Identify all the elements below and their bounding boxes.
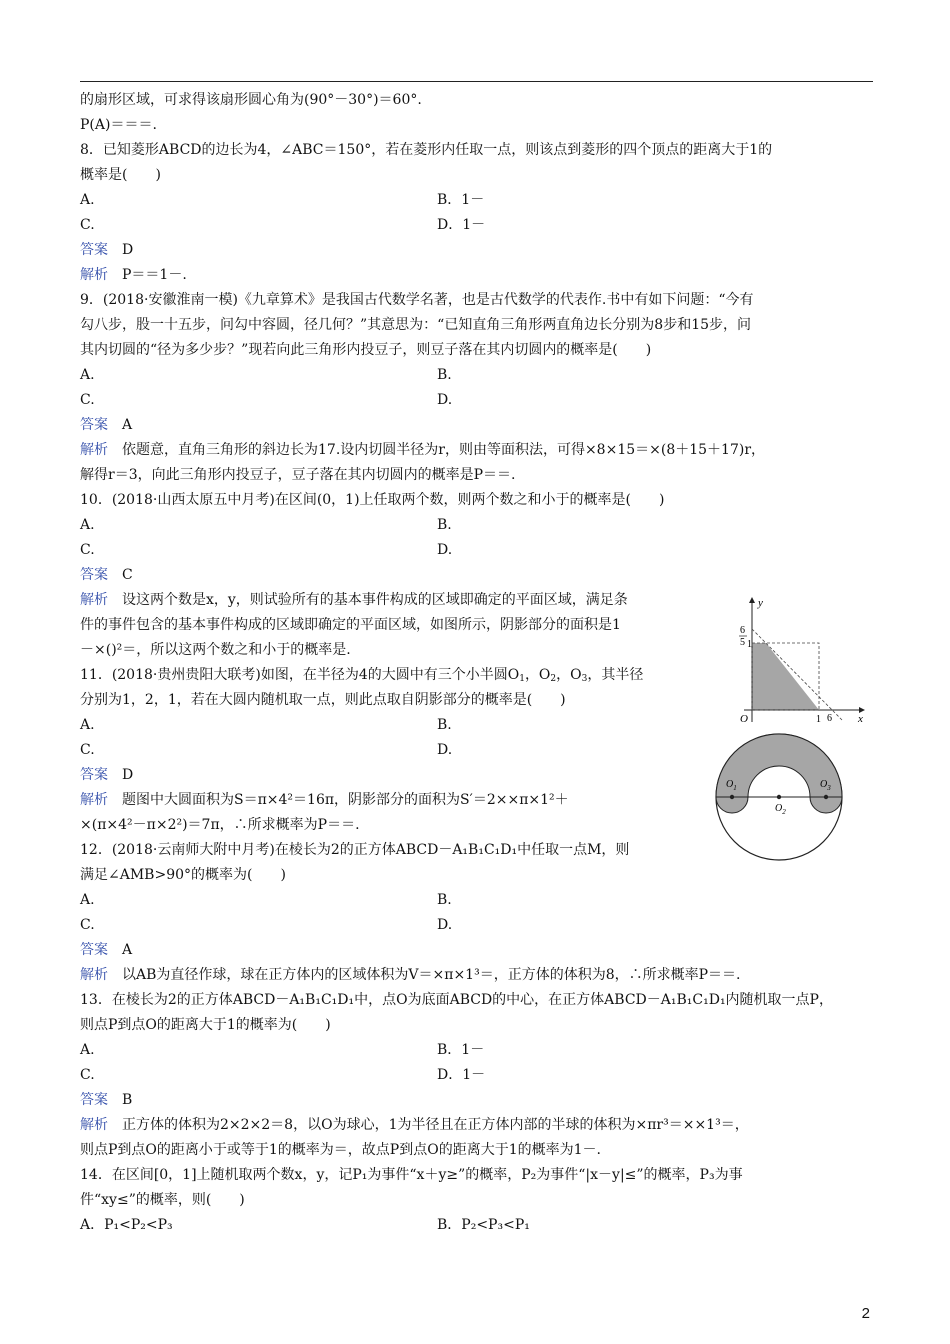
answer-label: 答案 [80,567,108,583]
q12-option-d: D. [437,917,453,933]
q8-options-ab [80,188,880,213]
answer-value: C [122,567,133,583]
q13-stem-2: 则点P到点O的距离大于1的概率为( ) [80,1017,331,1033]
q11-explanation-1 [80,788,720,813]
answer-value: A [122,417,133,433]
q11-stem-2: 分别为1，2，1，若在大圆内随机取一点，则此点取自阴影部分的概率是( ) [80,692,566,708]
q11-option-d: D. [437,742,453,758]
explanation-text: 依题意，直角三角形的斜边长为17.设内切圆半径为r，则由等面积法，可得×8×15＝×(8＋15＋17)r， [122,442,766,458]
q9-options-ab [80,363,880,388]
q14-stem-2: 件“xy≤”的概率，则( ) [80,1192,245,1208]
y-tick-one: 1 [747,639,752,650]
q9-stem-2: 勾八步，股一十五步，问勾中容圆，径几何？”其意思为：“已知直角三角形两直角边长分别为8步和15步，问 [80,317,752,333]
q8-explanation [80,263,880,288]
q14-option-b: B．P₂<P₃<P₁ [437,1217,530,1233]
q11-stem-part: 11．(2018·贵州贵阳大联考)如图，在半径为4的大圆中有三个小半圆O [80,667,520,683]
subscript: 3 [581,674,588,684]
origin-label: O [740,713,748,725]
q9-explanation-1 [80,438,880,463]
q10-option-a: A. [80,517,95,533]
answer-label: 答案 [80,942,108,958]
label-o3-letter: O [820,779,828,790]
label-o1-sub: 1 [733,784,737,792]
q12-explanation [80,963,880,988]
q9-options-cd [80,388,880,413]
q13-option-d: D．1－ [437,1067,486,1083]
q9-stem-1: 9．(2018·安徽淮南一模)《九章算术》是我国古代数学名著，也是古代数学的代表作.书中有如下问题：“今有 [80,292,754,308]
explanation-label: 解析 [80,1117,108,1133]
q12-options-ab [80,888,880,913]
page-number: 2 [861,1305,870,1322]
q11-option-b: B. [437,717,452,733]
q10-explanation-1 [80,588,720,613]
q13-options-ab [80,1038,880,1063]
q13-explanation-2: 则点P到点O的距离小于或等于1的概率为＝，故点P到点O的距离大于1的概率为1－. [80,1142,601,1158]
explanation-label: 解析 [80,792,108,808]
label-o3-sub: 3 [827,784,831,792]
explanation-label: 解析 [80,442,108,458]
subscript: 1 [519,674,525,684]
q10-explanation-2: 件的事件包含的基本事件构成的区域即确定的平面区域，如图所示，阴影部分的面积是1 [80,617,621,633]
q13-stem-1: 13．在棱长为2的正方体ABCD－A₁B₁C₁D₁中，点O为底面ABCD的中心，在正方体ABCD－A₁B₁C₁D₁内随机取一点P， [80,992,833,1008]
explanation-label: 解析 [80,967,108,983]
q8-options-cd [80,213,880,238]
x-tick-six-fifths: 6 [827,713,832,724]
answer-value: B [122,1092,133,1108]
q9-option-d: D. [437,392,453,408]
q8-answer [80,238,880,263]
q12-option-a: A. [80,892,95,908]
subscript: 2 [550,674,557,684]
y-tick-six-fifths-den: 5 [740,637,745,648]
q10-region-figure [730,594,870,728]
header-rule [80,81,873,82]
center-o2-dot [777,795,781,799]
q11-stem-1 [80,663,720,688]
q13-explanation-1 [80,1113,880,1138]
q9-explanation-2: 解得r＝3，向此三角形内投豆子，豆子落在其内切圆内的概率是P＝＝. [80,467,516,483]
q9-answer [80,413,880,438]
answer-value: D [122,767,134,783]
center-o1-dot [730,795,734,799]
q8-option-a: A. [80,192,95,208]
explanation-label: 解析 [80,592,108,608]
answer-label: 答案 [80,1092,108,1108]
q11-explanation-2: ×(π×4²－π×2²)＝7π，∴所求概率为P＝＝. [80,817,360,833]
q9-option-b: B. [437,367,452,383]
q10-stem: 10．(2018·山西太原五中月考)在区间(0，1)上任取两个数，则两个数之和小于的概率是( ) [80,492,665,508]
center-o3-dot [824,795,828,799]
label-o2-letter: O [775,803,783,814]
q8-option-c: C. [80,217,95,233]
q12-options-cd [80,913,880,938]
q8-option-d: D．1－ [437,217,486,233]
y-axis-label: y [758,597,763,609]
q12-option-c: C. [80,917,95,933]
answer-label: 答案 [80,242,108,258]
q13-option-c: C. [80,1067,95,1083]
prev-line-1: 的扇形区域，可求得该扇形圆心角为(90°－30°)＝60°. [80,92,422,108]
x-axis-label: x [858,713,863,725]
q10-explanation-3: －×()²＝，所以这两个数之和小于的概率是. [80,642,351,658]
q11-option-a: A. [80,717,95,733]
q8-stem: 8．已知菱形ABCD的边长为4，∠ABC＝150°，若在菱形内任取一点，则该点到菱形的四个顶点的距离大于1的 [80,142,773,158]
q9-option-c: C. [80,392,95,408]
q12-stem-2: 满足∠AMB>90°的概率为( ) [80,867,286,883]
q14-option-a: A．P₁<P₂<P₃ [80,1217,173,1233]
label-o2-sub: 2 [782,808,786,816]
q11-stem-part: ，其半径 [587,667,644,683]
q11-stem-part: ，O [556,667,582,683]
q11-stem-part: ，O [524,667,551,683]
q13-option-a: A. [80,1042,95,1058]
q10-options-cd [80,538,880,563]
explanation-text: P＝＝1－. [122,267,187,283]
q11-option-c: C. [80,742,95,758]
q13-option-b: B．1－ [437,1042,485,1058]
answer-value: A [122,942,133,958]
x-tick-one: 1 [816,714,821,725]
q13-options-cd [80,1063,880,1088]
label-o1-letter: O [726,779,734,790]
q12-answer [80,938,880,963]
explanation-text: 题图中大圆面积为S＝π×4²＝16π，阴影部分的面积为S′＝2××π×1²＋ [122,792,569,808]
q10-options-ab [80,513,880,538]
answer-label: 答案 [80,767,108,783]
prev-line-2: P(A)＝＝＝. [80,117,157,133]
q8-option-b: B．1－ [437,192,485,208]
q14-stem-1: 14．在区间[0，1]上随机取两个数x，y，记P₁为事件“x＋y≥”的概率，P₂为事件“|x－y|≤”的概率，P₃为事 [80,1167,743,1183]
explanation-text: 以AB为直径作球，球在正方体内的区域体积为V＝×π×1³＝，正方体的体积为8，∴所求概率P＝＝. [122,967,741,983]
q12-option-b: B. [437,892,452,908]
shaded-region [752,643,819,710]
q8-stem-cont: 概率是( ) [80,167,161,183]
q10-option-c: C. [80,542,95,558]
explanation-text: 设这两个数是x，y，则试验所有的基本事件构成的区域即确定的平面区域，满足条 [122,592,628,608]
answer-label: 答案 [80,417,108,433]
q10-answer [80,563,880,588]
q11-circle-figure [714,732,848,862]
q13-answer [80,1088,880,1113]
answer-value: D [122,242,134,258]
q10-option-b: B. [437,517,452,533]
q9-stem-3: 其内切圆的“径为多少步？”现若向此三角形内投豆子，则豆子落在其内切圆内的概率是( ) [80,342,652,358]
y-tick-six-fifths-num: 6 [740,625,745,636]
explanation-text: 正方体的体积为2×2×2＝8，以O为球心，1为半径且在正方体内部的半球的体积为×πr³＝××1³＝， [122,1117,749,1133]
q10-option-d: D. [437,542,453,558]
q9-option-a: A. [80,367,95,383]
q14-options-ab [80,1213,880,1238]
explanation-label: 解析 [80,267,108,283]
q12-stem-1: 12．(2018·云南师大附中月考)在棱长为2的正方体ABCD－A₁B₁C₁D₁中任取一点M，则 [80,842,630,858]
